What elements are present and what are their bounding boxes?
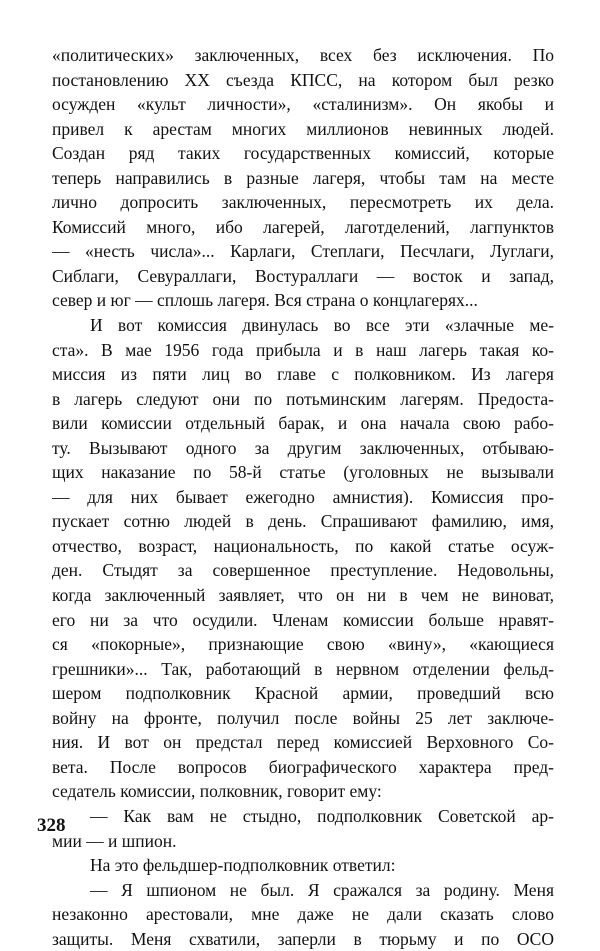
text-line: защиты. Меня схватили, заперли в тюрьму и по ОСО xyxy=(52,928,554,949)
text-line: его ни за что осудили. Членам комиссии больше нравят- xyxy=(52,609,554,630)
text-line: щих наказание по 58-й статье (уголовных не вызывали xyxy=(52,462,554,483)
text-line: когда заключенный заявляет, что он ни в чем не виноват, xyxy=(52,585,554,606)
text-line: шером подполковник Красной армии, проведший всю xyxy=(52,683,554,704)
text-line: войну на фронте, получил после войны 25 лет заключе- xyxy=(52,707,554,728)
text-line: И вот комиссия двинулась во все эти «злачные ме- xyxy=(90,315,554,336)
text-line: ста». В мае 1956 года прибыла и в наш лагерь такая ко- xyxy=(52,339,554,360)
page-number: 328 xyxy=(37,815,66,836)
text-line: седатель комиссии, полковник, говорит ему: xyxy=(52,781,382,802)
text-line: пускает сотню людей в день. Спрашивают фамилию, имя, xyxy=(52,511,554,532)
text-line: осужден «культ личности», «сталинизм». Он якобы и xyxy=(52,94,554,115)
text-line: в лагерь следуют они по потьминским лагерям. Предоста- xyxy=(52,388,554,409)
text-line: теперь направились в разные лагеря, чтобы там на месте xyxy=(52,167,554,188)
text-line: незаконно арестовали, мне даже не дали сказать слово xyxy=(52,904,554,925)
text-line: На это фельдшер-подполковник ответил: xyxy=(90,855,396,876)
text-line: ден. Стыдят за совершенное преступление. Недовольны, xyxy=(52,560,554,581)
text-line: — «несть числа»... Карлаги, Степлаги, Песчлаги, Луглаги, xyxy=(52,241,554,262)
text-line: «политических» заключенных, всех без исключения. По xyxy=(52,45,554,65)
text-line: вета. После вопросов биографического характера пред- xyxy=(52,756,554,777)
text-line: север и юг — сплошь лагеря. Вся страна о концлагерях... xyxy=(52,290,478,311)
text-line: мии — и шпион. xyxy=(52,830,177,851)
text-line: Сиблаги, Севураллаги, Востураллаги — восток и запад, xyxy=(52,265,554,286)
text-line: отчество, возраст, национальность, по какой статье осуж- xyxy=(52,535,554,556)
text-line: — Как вам не стыдно, подполковник Советской ар- xyxy=(90,805,554,826)
text-line: привел к арестам многих миллионов невинных людей. xyxy=(52,118,554,139)
text-line: — для них бывает ежегодно амнистия). Комиссия про- xyxy=(52,486,554,507)
page-text-block xyxy=(52,43,554,951)
text-line: ся «покорные», признающие свою «вину», «кающиеся xyxy=(52,634,554,655)
text-line: вили комиссии отдельный барак, и она начала свою рабо- xyxy=(52,413,554,434)
text-line: ния. И вот он предстал перед комиссией Верховного Со- xyxy=(52,732,554,753)
text-line: ту. Вызывают одного за другим заключенных, отбываю- xyxy=(52,437,554,458)
text-line: — Я шпионом не был. Я сражался за родину. Меня xyxy=(90,879,554,900)
text-line: Создан ряд таких государственных комиссий, которые xyxy=(52,143,554,164)
text-line: Комиссий много, ибо лагерей, лаготделений, лагпунктов xyxy=(52,216,554,237)
text-line: лично допросить заключенных, пересмотреть их дела. xyxy=(52,192,554,213)
text-line: постановлению XX съезда КПСС, на котором был резко xyxy=(52,69,554,90)
text-line: грешники»... Так, работающий в нервном отделении фельд- xyxy=(52,658,554,679)
text-line: миссия из пяти лиц во главе с полковником. Из лагеря xyxy=(52,364,554,385)
